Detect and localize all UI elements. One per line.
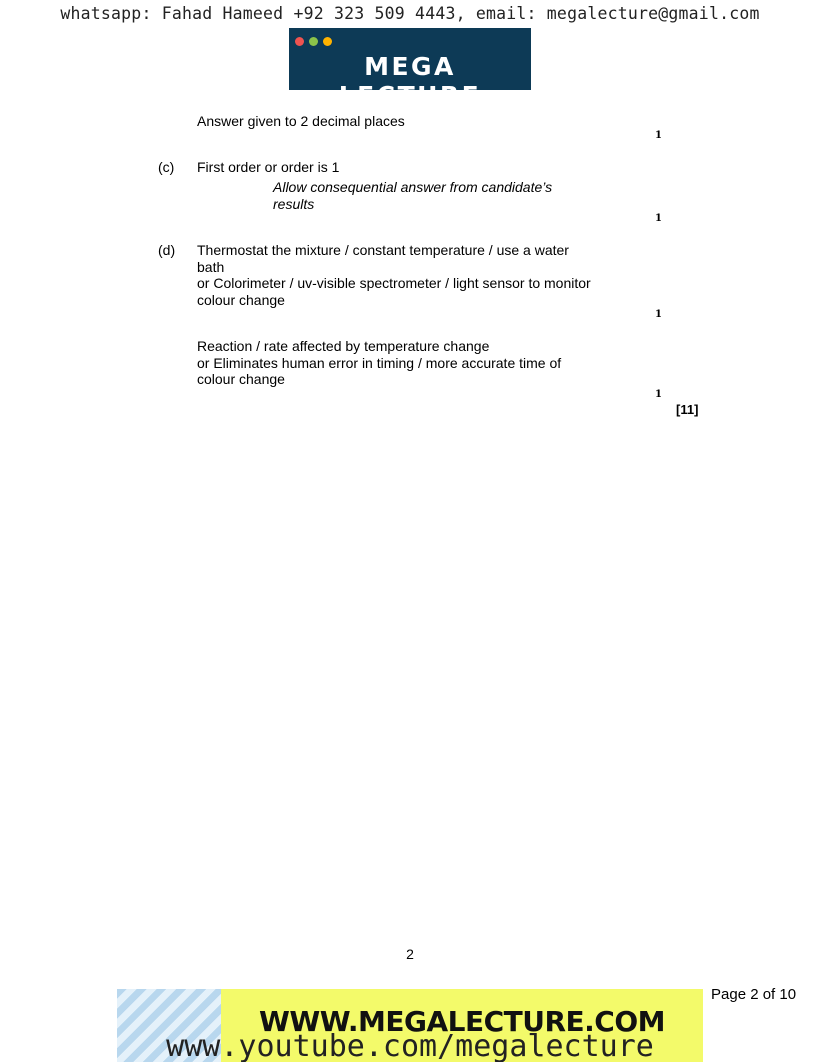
contact-line: whatsapp: Fahad Hameed +92 323 509 4443, email: megalecture@gmail.com [60, 4, 760, 23]
mega-lecture-logo [289, 28, 531, 110]
answer-d-line-2: bath [197, 259, 225, 275]
answer-d-line-5: Reaction / rate affected by temperature change [197, 338, 490, 354]
answer-d-line-3: or Colorimeter / uv-visible spectrometer / light sensor to monitor [197, 275, 591, 291]
total-marks: [11] [676, 402, 699, 417]
footer-banner [117, 989, 703, 1062]
part-c-label: (c) [158, 159, 175, 175]
page-number: 2 [406, 946, 414, 962]
red-dot-icon [295, 37, 304, 46]
banner-youtube: www.youtube.com/megalecture [166, 1029, 654, 1062]
answer-d-line-7: colour change [197, 371, 285, 387]
mark-d-2: 1 [655, 389, 662, 400]
mark-d-1: 1 [655, 309, 662, 320]
mark-b: 1 [655, 130, 662, 141]
answer-d-line-6: or Eliminates human error in timing / more accurate time of [197, 355, 562, 371]
answer-b-line: Answer given to 2 decimal places [197, 113, 405, 129]
logo-text: MEGA LECTURE [338, 52, 482, 110]
part-d-label: (d) [158, 242, 176, 258]
orange-dot-icon [323, 37, 332, 46]
answer-d-line-1: Thermostat the mixture / constant temperature / use a water [197, 242, 569, 258]
logo-dots [295, 37, 332, 46]
page-count: Page 2 of 10 [711, 986, 797, 1003]
answer-c-note-1: Allow consequential answer from candidate’s [273, 179, 553, 195]
banner-website: WWW.MEGALECTURE.COM [258, 1005, 666, 1038]
green-dot-icon [309, 37, 318, 46]
mark-c: 1 [655, 213, 662, 224]
answer-d-line-4: colour change [197, 292, 285, 308]
answer-c-line: First order or order is 1 [197, 159, 340, 175]
answer-c-note-2: results [273, 196, 315, 212]
